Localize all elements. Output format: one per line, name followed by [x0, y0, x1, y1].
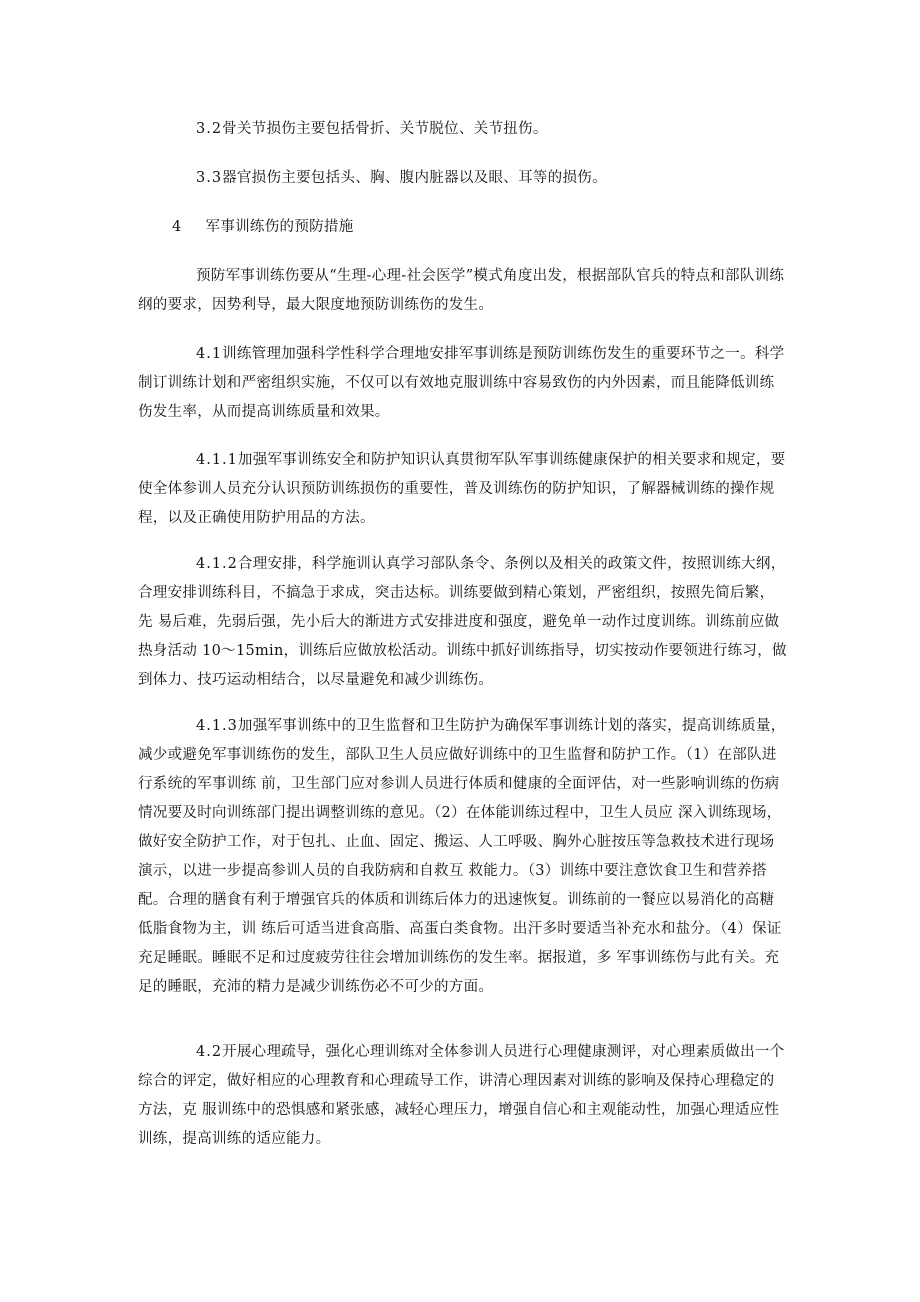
section-body: 主要包括骨折、关节脱位、关节扭伤。 — [296, 121, 548, 137]
section-title: 加强军事训练中的卫生监督和卫生防护 — [237, 718, 490, 734]
section-4-heading — [172, 213, 354, 242]
section-3-2 — [138, 115, 788, 144]
section-number: 4 — [172, 219, 182, 235]
section-title: 骨关节损伤 — [222, 121, 297, 137]
section-title: 合理安排，科学施训 — [237, 556, 372, 572]
paragraph-text: 预防军事训练伤要从“生理-心理-社会医学”模式角度出发，根据部队官兵的特点和部队训练 纲的要求，因势利导，最大限度地预防训练伤的发生。 — [138, 268, 785, 313]
section-4-1-1 — [138, 446, 788, 533]
section-number: 4.1.1 — [196, 452, 238, 468]
section-number: 3.2 — [196, 121, 223, 137]
section-number: 4.1.3 — [196, 718, 238, 734]
section-4-1 — [138, 340, 788, 427]
section-3-3 — [138, 164, 788, 193]
section-title: 军事训练伤的预防措施 — [205, 219, 354, 235]
section-number: 4.1 — [196, 346, 223, 362]
section-4-1-2 — [138, 550, 788, 695]
section-body: 为确保军事训练计划的落实，提高训练质量，减少或避免军事训练伤的发生，部队卫生人员应做好训练中的卫生监督和防护工作。（1）在部队进行系统的军事训练 前，卫生部门应对参训人员进行体质和健康的全面评估，对一些影响训练的伤病情况要及时向训练部门提出调整训练的意见。（2）在体能训练过程中，卫生人员应 深入训练现场，做好安全防护工作，对于包扎、止血、固定、搬运、人工呼吸、胸外心脏按压等急救技术进行现场演示，以进一步提高参训人员的自我防病和自救互 救能力。（3）训练中要注意饮食卫生和营养搭配。合理的膳食有利于增强官兵的体质和训练后体力的迅速恢复。训练前的一餐应以易消化的高糖低脂食物为主，训 练后可适当进食高脂、高蛋白类食物。出汗多时要适当补充水和盐分。（4）保证充足睡眠。睡眠不足和过度疲劳往往会增加训练伤的发生率。据报道，多 军事训练伤与此有关。充足的睡眠，充沛的精力是减少训练伤必不可少的方面。 — [138, 718, 786, 995]
section-number: 4.2 — [196, 1044, 223, 1060]
section-4-2 — [138, 1038, 788, 1154]
section-body: 科学合理地安排军事训练是预防训练伤发生的重要环节之一。科学制订训练计划和严密组织实施，不仅可以有效地克服训练中容易致伤的内外因素，而且能降低训练伤发生率，从而提高训练质量和效果。 — [138, 346, 785, 420]
section-body: 对全体参训人员进行心理健康测评，对心理素质做出一个综合的评定，做好相应的心理教育和心理疏导工作，讲清心理因素对训练的影响及保持心理稳定的方法，克 服训练中的恐惧感和紧张感，减轻心理压力，增强自信心和主观能动性，加强心理适应性训练，提高训练的适应能力。 — [138, 1044, 785, 1147]
section-body: 主要包括头、胸、腹内脏器以及眼、耳等的损伤。 — [281, 170, 607, 186]
section-title: 训练管理加强科学性 — [222, 346, 356, 362]
section-title: 开展心理疏导，强化心理训练 — [222, 1044, 415, 1060]
section-body: 认真学习部队条令、条例以及相关的政策文件，按照训练大纲，合理安排训练科目，不搞急于求成，突击达标。训练要做到精心策划，严密组织，按照先简后繁，先 易后难，先弱后强，先小后大的渐进方式安排进度和强度，避免单一动作过度训练。训练前应做热身活动 10～15min，训练后应做放松活动。训练中抓好训练指导，切实按动作要领进行练习，做到体力、技巧运动相结合，以尽量避免和减少训练伤。 — [138, 556, 787, 688]
section-4-1-3 — [138, 712, 788, 1002]
section-number: 4.1.2 — [196, 556, 238, 572]
section-number: 3.3 — [196, 170, 223, 186]
section-title: 加强军事训练安全和防护知识 — [237, 452, 431, 468]
section-body: 认真贯彻军队军事训练健康保护的相关要求和规定，要使全体参训人员充分认识预防训练损伤的重要性，普及训练伤的防护知识，了解器械训练的操作规程，以及正确使用防护用品的方法。 — [138, 452, 786, 526]
section-title: 器官损伤 — [222, 170, 282, 186]
section-4-intro — [138, 262, 788, 320]
